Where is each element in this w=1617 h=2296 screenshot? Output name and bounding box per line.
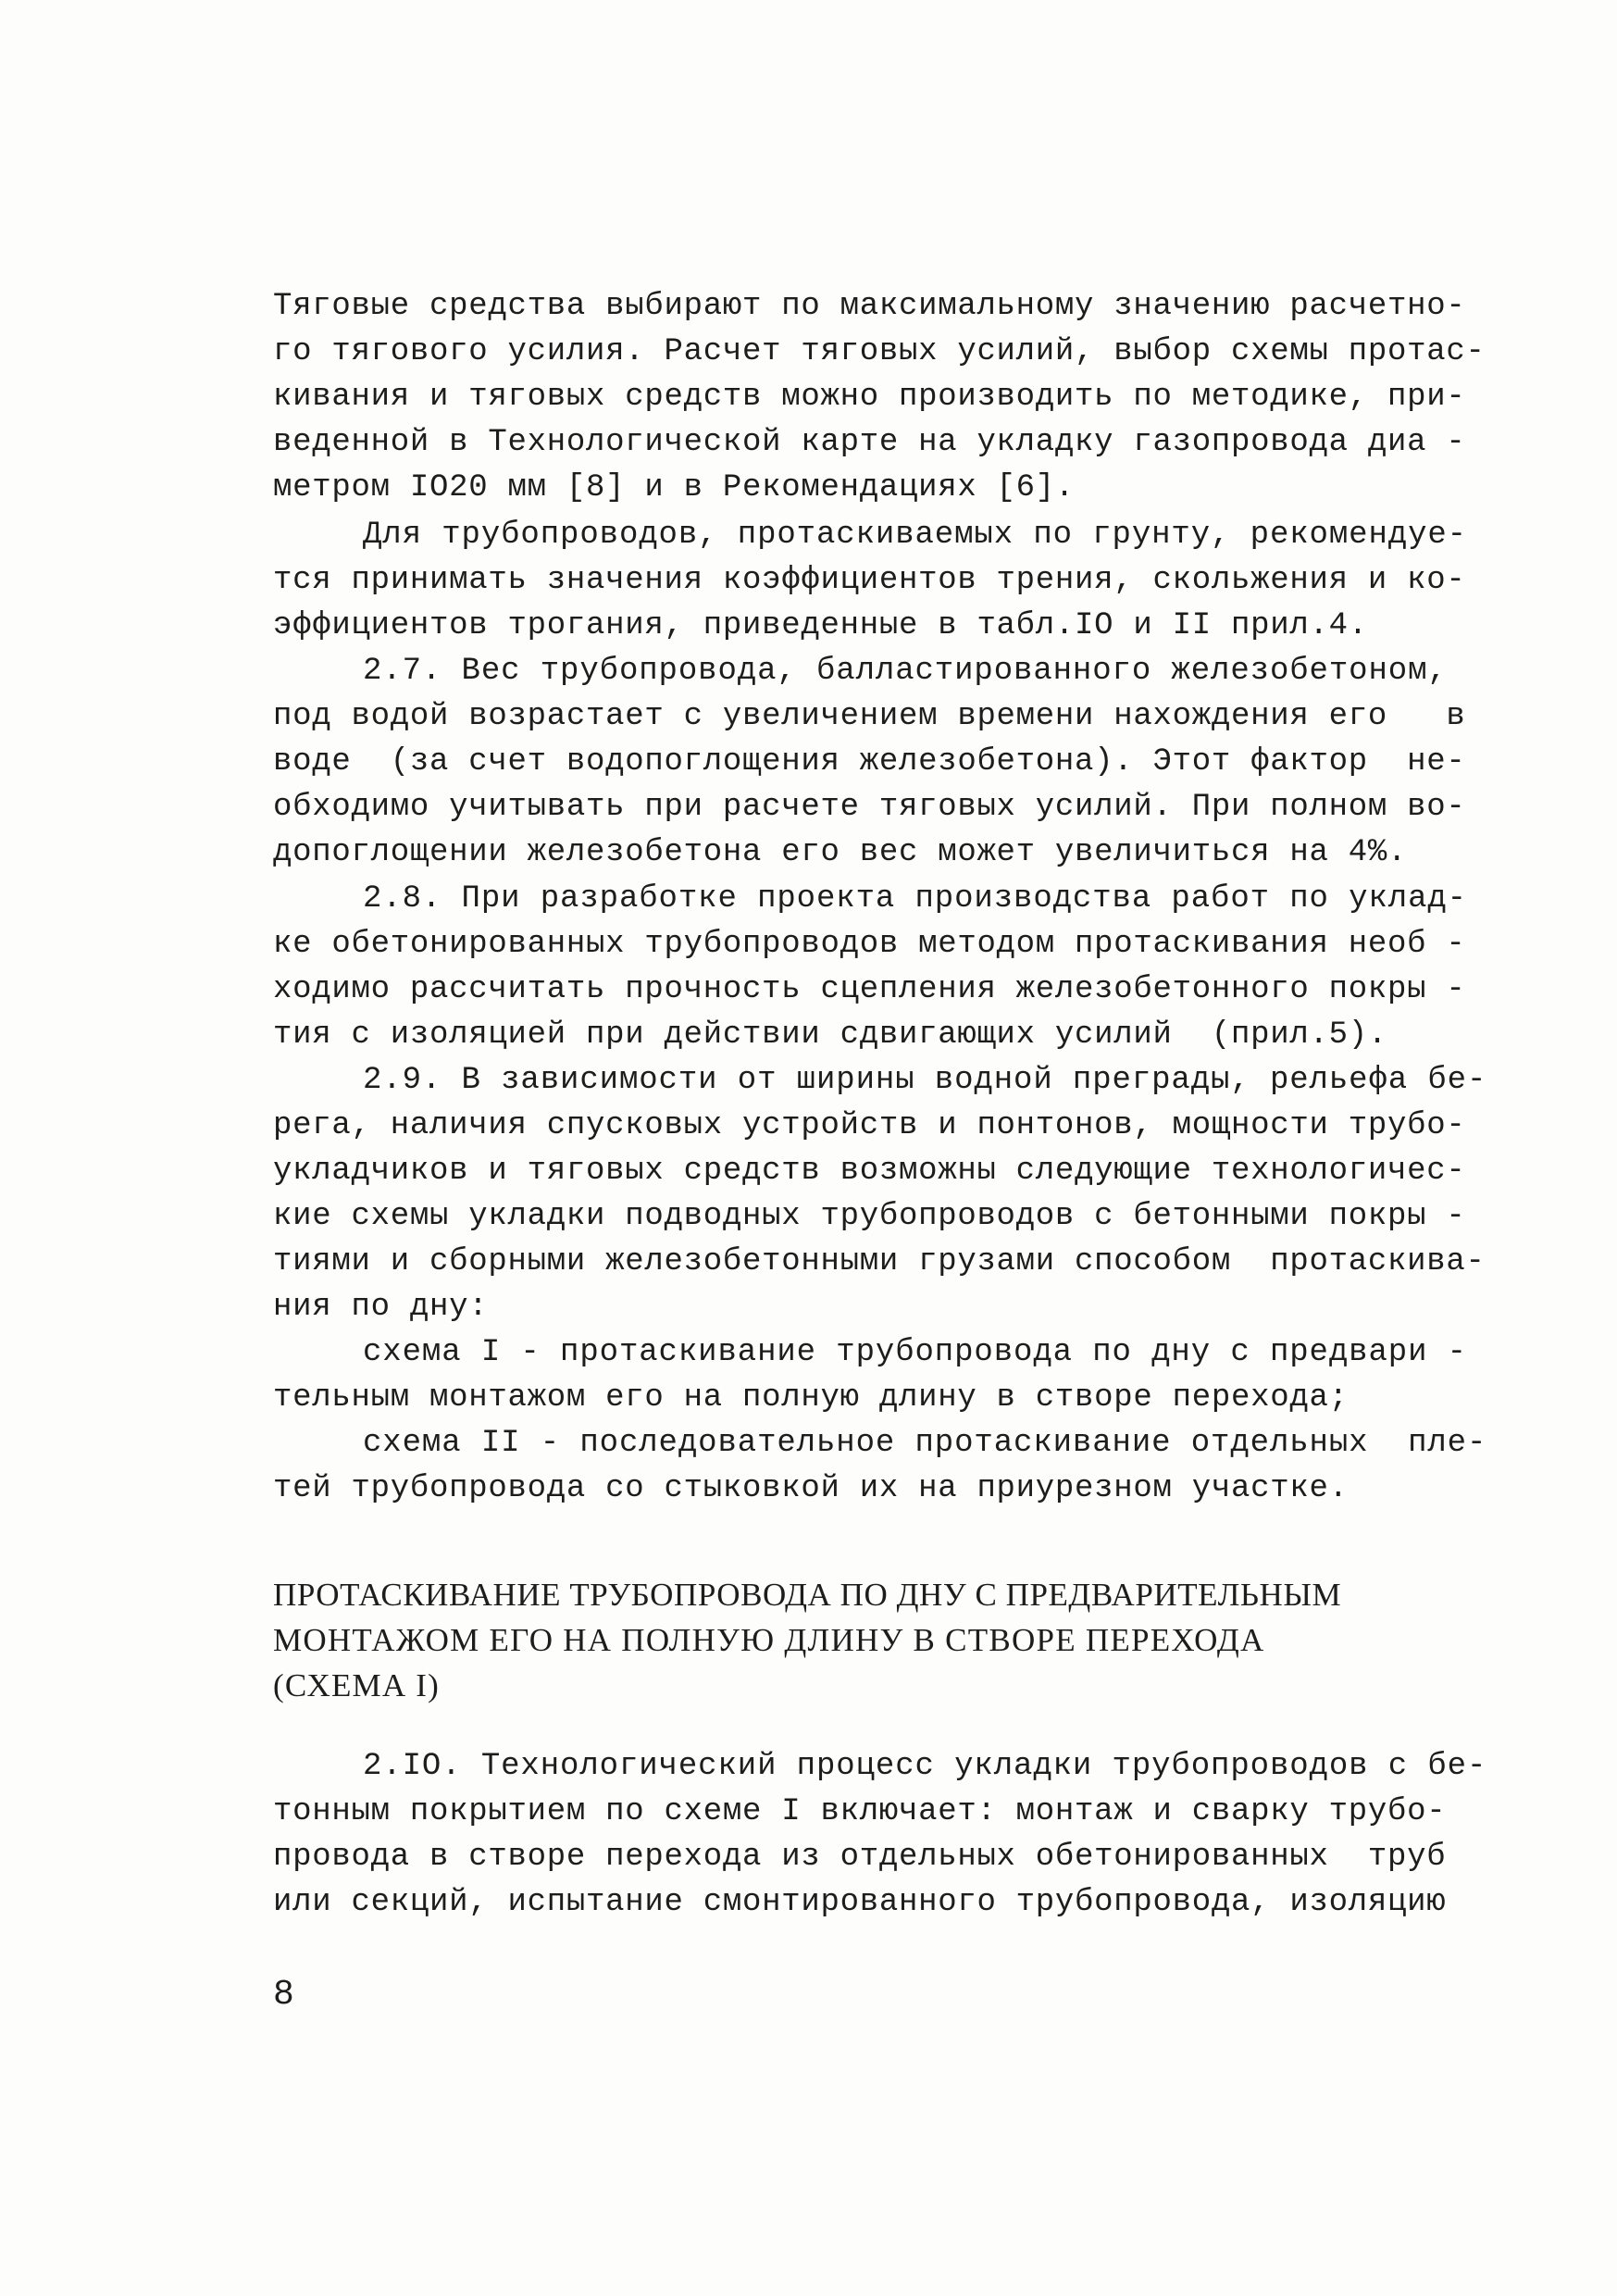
text-line: допоглощении железобетона его вес может увеличиться на 4%. bbox=[273, 835, 1408, 870]
text-line: метром IO20 мм [8] и в Рекомендациях [6]. bbox=[273, 470, 1076, 505]
text-line: тельным монтажом его на полную длину в створе перехода; bbox=[273, 1380, 1349, 1416]
text-line: 2.7. Вес трубопровода, балластированного железобетоном, bbox=[363, 654, 1448, 689]
text-line: го тягового усилия. Расчет тяговых усилий, выбор схемы протас- bbox=[273, 334, 1486, 369]
text-line: под водой возрастает с увеличением времени нахождения его в bbox=[273, 699, 1466, 734]
text-line: кие схемы укладки подводных трубопроводов с бетонными покры - bbox=[273, 1199, 1466, 1234]
heading-line: МОНТАЖОМ ЕГО НА ПОЛНУЮ ДЛИНУ В СТВОРЕ ПЕРЕХОДА bbox=[273, 1622, 1265, 1658]
text-line: схема II - последовательное протаскивание отдельных пле- bbox=[363, 1426, 1487, 1461]
text-line: 2.8. При разработке проекта производства работ по уклад- bbox=[363, 881, 1467, 917]
text-line: эффициентов трогания, приведенные в табл.IO и II прил.4. bbox=[273, 608, 1368, 643]
text-line: Для трубопроводов, протаскиваемых по грунту, рекомендуе- bbox=[363, 518, 1467, 553]
heading-line: ПРОТАСКИВАНИЕ ТРУБОПРОВОДА ПО ДНУ С ПРЕДВАРИТЕЛЬНЫМ bbox=[273, 1577, 1342, 1613]
text-line: рега, наличия спусковых устройств и понтонов, мощности трубо- bbox=[273, 1108, 1466, 1143]
text-line: 2.IO. Технологический процесс укладки трубопроводов с бе- bbox=[363, 1749, 1487, 1784]
text-line: веденной в Технологической карте на укладку газопровода диа - bbox=[273, 425, 1466, 460]
text-line: кивания и тяговых средств можно производить по методике, при- bbox=[273, 380, 1466, 415]
text-line: обходимо учитывать при расчете тяговых усилий. При полном во- bbox=[273, 790, 1466, 825]
heading-line: (СХЕМА I) bbox=[273, 1667, 441, 1703]
text-line: воде (за счет водопоглощения железобетона). Этот фактор не- bbox=[273, 744, 1466, 780]
page-number: 8 bbox=[273, 1975, 294, 2015]
text-line: ке обетонированных трубопроводов методом протаскивания необ - bbox=[273, 927, 1466, 962]
text-line: тей трубопровода со стыковкой их на приурезном участке. bbox=[273, 1471, 1349, 1506]
text-line: тся принимать значения коэффициентов трения, скольжения и ко- bbox=[273, 563, 1466, 598]
text-line: схема I - протаскивание трубопровода по дну с предвари - bbox=[363, 1335, 1467, 1370]
text-line: ходимо рассчитать прочность сцепления железобетонного покры - bbox=[273, 972, 1466, 1007]
text-line: 2.9. В зависимости от ширины водной преграды, рельефа бе- bbox=[363, 1063, 1487, 1098]
text-line: тонным покрытием по схеме I включает: монтаж и сварку трубо- bbox=[273, 1794, 1447, 1829]
text-line: провода в створе перехода из отдельных обетонированных труб bbox=[273, 1840, 1447, 1875]
text-line: ния по дну: bbox=[273, 1290, 489, 1325]
text-line: укладчиков и тяговых средств возможны следующие технологичес- bbox=[273, 1154, 1466, 1189]
text-line: тиями и сборными железобетонными грузами способом протаскива- bbox=[273, 1244, 1486, 1279]
text-line: или секций, испытание смонтированного трубопровода, изоляцию bbox=[273, 1885, 1447, 1920]
text-line: Тяговые средства выбирают по максимальному значению расчетно- bbox=[273, 289, 1466, 324]
text-line: тия с изоляцией при действии сдвигающих усилий (прил.5). bbox=[273, 1017, 1388, 1053]
